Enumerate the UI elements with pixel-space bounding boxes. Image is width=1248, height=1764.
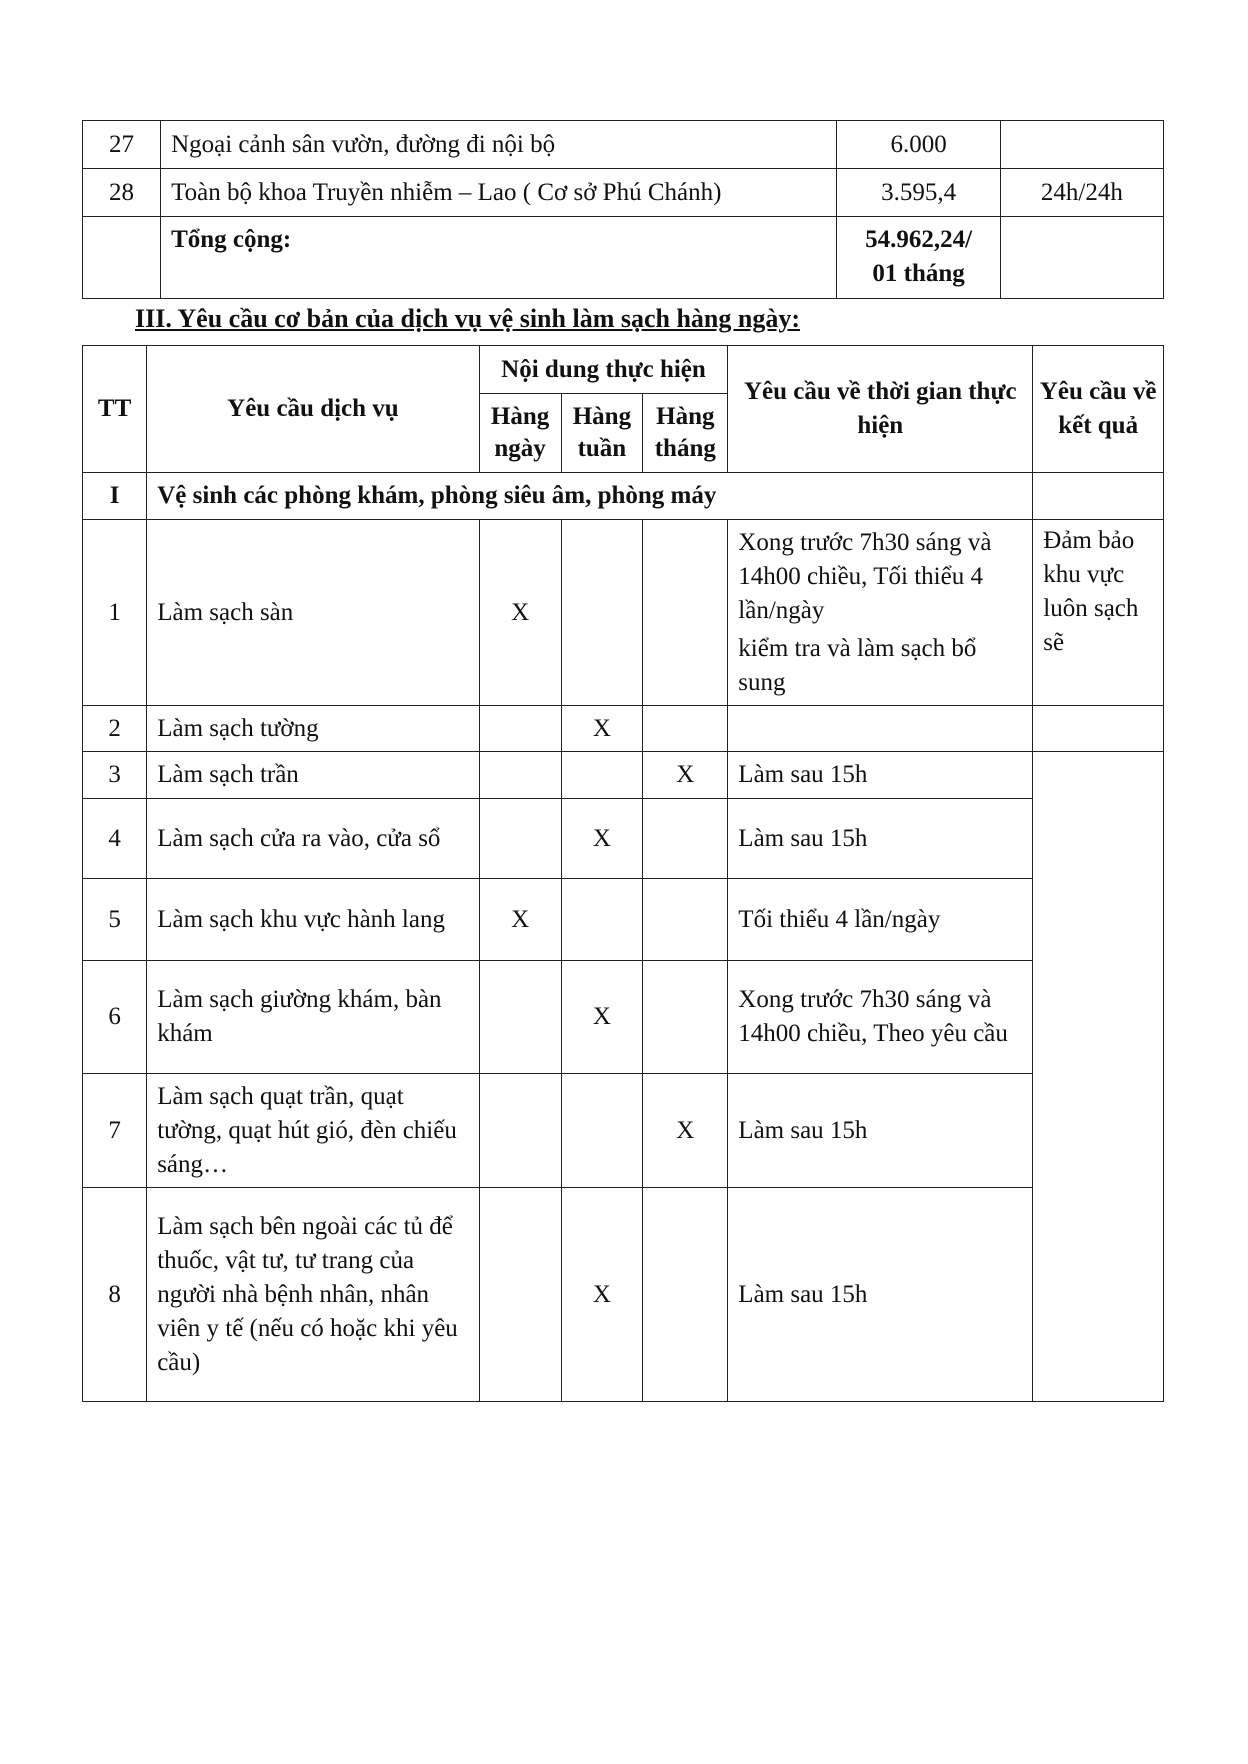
table-row [83,169,1164,217]
table-row [83,879,1164,961]
weekly-mark: X [561,799,643,879]
time-requirement: Làm sau 15h [728,799,1033,879]
time-requirement-line2: kiểm tra và làm sạch bổ sung [738,634,977,696]
header-content: Nội dung thực hiện [479,346,728,394]
header-service: Yêu cầu dịch vụ [147,346,479,473]
table-row [83,1188,1164,1402]
header-tt: TT [83,346,147,473]
requirements-table [82,345,1164,1402]
service-name: Làm sạch sàn [147,520,479,706]
monthly-mark [643,520,728,706]
weekly-mark [561,752,643,799]
service-name: Làm sạch tường [147,706,479,752]
empty-cell [1000,217,1163,299]
empty-cell [83,217,161,299]
weekly-mark [561,520,643,706]
daily-mark [479,1188,561,1402]
row-number: 6 [83,961,147,1074]
area-note [1000,121,1163,169]
row-number: 1 [83,520,147,706]
header-weekly: Hàng tuần [561,394,643,473]
area-table [82,120,1164,299]
header-time: Yêu cầu về thời gian thực hiện [728,346,1033,473]
weekly-mark: X [561,961,643,1074]
total-value-line1: 54.962,24/ [865,226,973,253]
row-number: 27 [83,121,161,169]
section-heading: Vệ sinh các phòng khám, phòng siêu âm, phòng máy [147,473,1033,520]
total-label: Tổng cộng: [161,217,837,299]
area-value: 6.000 [837,121,1000,169]
row-number: 2 [83,706,147,752]
table-row [83,799,1164,879]
table-row [83,520,1164,706]
section-number: I [83,473,147,520]
service-name: Làm sạch khu vực hành lang [147,879,479,961]
total-row [83,217,1164,299]
empty-cell [1033,706,1164,752]
row-number: 7 [83,1074,147,1188]
daily-mark [479,706,561,752]
monthly-mark [643,1188,728,1402]
row-number: 4 [83,799,147,879]
time-requirement [728,520,1033,706]
weekly-mark [561,879,643,961]
table-row [83,752,1164,799]
daily-mark: X [479,520,561,706]
area-name: Toàn bộ khoa Truyền nhiễm – Lao ( Cơ sở Phú Chánh) [161,169,837,217]
header-result: Yêu cầu về kết quả [1033,346,1164,473]
total-value [837,217,1000,299]
service-name: Làm sạch quạt trần, quạt tường, quạt hút gió, đèn chiếu sáng… [147,1074,479,1188]
time-requirement: Làm sau 15h [728,1074,1033,1188]
monthly-mark [643,879,728,961]
time-requirement: Làm sau 15h [728,752,1033,799]
service-name: Làm sạch cửa ra vào, cửa sổ [147,799,479,879]
total-value-line2: 01 tháng [872,260,965,287]
row-number: 5 [83,879,147,961]
area-value: 3.595,4 [837,169,1000,217]
time-requirement: Xong trước 7h30 sáng và 14h00 chiều, Theo yêu cầu [728,961,1033,1074]
monthly-mark [643,706,728,752]
header-row [83,346,1164,394]
section-row [83,473,1164,520]
monthly-mark [643,961,728,1074]
weekly-mark: X [561,706,643,752]
monthly-mark [643,799,728,879]
empty-cell [1033,752,1164,1402]
time-requirement [728,706,1033,752]
result-requirement: Đảm bảo khu vực luôn sạch sẽ [1033,520,1164,706]
table-row [83,706,1164,752]
monthly-mark: X [643,1074,728,1188]
daily-mark [479,752,561,799]
row-number: 28 [83,169,161,217]
time-requirement: Tối thiểu 4 lần/ngày [728,879,1033,961]
time-requirement: Làm sau 15h [728,1188,1033,1402]
daily-mark [479,961,561,1074]
row-number: 3 [83,752,147,799]
service-name: Làm sạch giường khám, bàn khám [147,961,479,1074]
table-row [83,121,1164,169]
service-name: Làm sạch trần [147,752,479,799]
weekly-mark [561,1074,643,1188]
daily-mark [479,1074,561,1188]
daily-mark [479,799,561,879]
table-row [83,1074,1164,1188]
time-requirement-line1: Xong trước 7h30 sáng và 14h00 chiều, Tối thiểu 4 lần/ngày [738,528,992,624]
table-row [83,961,1164,1074]
empty-cell [1033,473,1164,520]
header-monthly: Hàng tháng [643,394,728,473]
row-number: 8 [83,1188,147,1402]
service-name: Làm sạch bên ngoài các tủ để thuốc, vật tư, tư trang của người nhà bệnh nhân, nhân viên y tế (nếu có hoặc khi yêu cầu) [147,1188,479,1402]
weekly-mark: X [561,1188,643,1402]
header-daily: Hàng ngày [479,394,561,473]
section-title: III. Yêu cầu cơ bản của dịch vụ vệ sinh làm sạch hàng ngày: [135,304,801,333]
monthly-mark: X [643,752,728,799]
daily-mark: X [479,879,561,961]
area-name: Ngoại cảnh sân vườn, đường đi nội bộ [161,121,837,169]
area-note: 24h/24h [1000,169,1163,217]
